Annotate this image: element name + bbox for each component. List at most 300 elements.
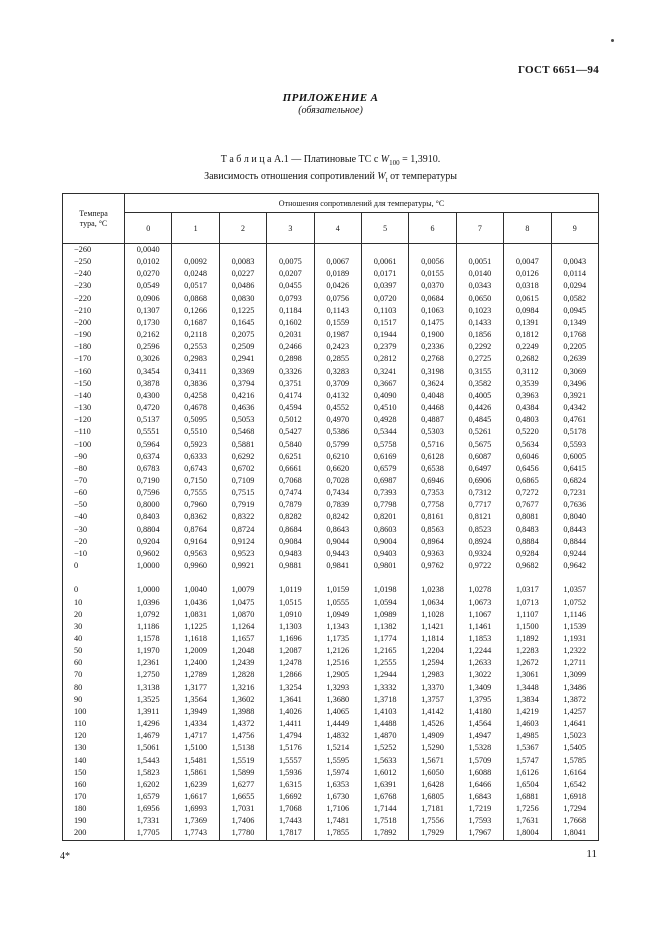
table-row xyxy=(63,268,599,280)
ratio-value-cell: 0,9204 xyxy=(125,536,172,548)
ratio-value-cell: 1,0949 xyxy=(314,609,361,621)
ratio-value-cell: 1,7068 xyxy=(267,803,314,815)
ratio-value-cell: 1,7144 xyxy=(361,803,408,815)
ratio-value-cell: 1,3602 xyxy=(219,694,266,706)
ratio-value-cell: 0,5799 xyxy=(314,439,361,451)
ratio-value-cell: 0,8603 xyxy=(361,524,408,536)
ratio-value-cell: 0,8242 xyxy=(314,511,361,523)
ratio-value-cell: 1,3718 xyxy=(361,694,408,706)
ratio-value-cell: 0,8000 xyxy=(125,499,172,511)
ratio-value-cell: 1,6012 xyxy=(361,767,408,779)
ratio-value-cell: 0,4510 xyxy=(361,402,408,414)
ratio-value-cell: 0,9284 xyxy=(504,548,551,560)
ratio-value-cell xyxy=(314,244,361,257)
ratio-value-cell xyxy=(504,572,551,584)
ratio-value-cell: 1,6881 xyxy=(504,791,551,803)
ratio-value-cell: 1,1186 xyxy=(125,621,172,633)
temperature-cell: −40 xyxy=(63,511,125,523)
ratio-value-cell: 1,5633 xyxy=(361,755,408,767)
ratio-value-cell: 0,0945 xyxy=(551,305,598,317)
ratio-value-cell: 1,6391 xyxy=(361,779,408,791)
ratio-value-cell: 1,3795 xyxy=(456,694,503,706)
ratio-value-cell: 0,0517 xyxy=(172,280,219,292)
ratio-value-cell: 0,2075 xyxy=(219,329,266,341)
temperature-cell: 190 xyxy=(63,815,125,827)
ratio-value-cell xyxy=(551,244,598,257)
ratio-value-cell: 1,4717 xyxy=(172,730,219,742)
ratio-value-cell: 1,5481 xyxy=(172,755,219,767)
table-row xyxy=(63,244,599,257)
ratio-value-cell: 0,2031 xyxy=(267,329,314,341)
ratio-value-cell: 0,9363 xyxy=(409,548,456,560)
ratio-value-cell: 1,6617 xyxy=(172,791,219,803)
temperature-cell: 0 xyxy=(63,560,125,572)
ratio-value-cell: 1,5974 xyxy=(314,767,361,779)
ratio-value-cell: 0,4342 xyxy=(551,402,598,414)
ratio-value-cell: 0,8161 xyxy=(409,511,456,523)
temperature-cell: 170 xyxy=(63,791,125,803)
ratio-value-cell: 0,0075 xyxy=(267,256,314,268)
ratio-value-cell: 1,0792 xyxy=(125,609,172,621)
resistance-ratio-table xyxy=(62,193,599,841)
ratio-value-cell: 1,1303 xyxy=(267,621,314,633)
ratio-value-cell: 1,7967 xyxy=(456,827,503,840)
ratio-value-cell: 0,5427 xyxy=(267,426,314,438)
ratio-value-cell: 1,2866 xyxy=(267,669,314,681)
ratio-value-cell: 0,4887 xyxy=(409,414,456,426)
temperature-cell: 70 xyxy=(63,669,125,681)
ratio-value-cell: 1,7256 xyxy=(504,803,551,815)
ratio-value-cell: 1,7331 xyxy=(125,815,172,827)
ratio-value-cell: 0,9443 xyxy=(314,548,361,560)
temperature-cell: 0 xyxy=(63,584,125,596)
ratio-value-cell: 1,1814 xyxy=(409,633,456,645)
ratio-value-cell: 0,9084 xyxy=(267,536,314,548)
ratio-value-cell: 1,6428 xyxy=(409,779,456,791)
ratio-value-cell: 1,1618 xyxy=(172,633,219,645)
ratio-value-cell: 0,4552 xyxy=(314,402,361,414)
ratio-value-cell: 1,4488 xyxy=(361,718,408,730)
ratio-value-cell: 0,6579 xyxy=(361,463,408,475)
ratio-value-cell xyxy=(361,244,408,257)
ratio-value-cell: 0,7150 xyxy=(172,475,219,487)
ratio-value-cell: 1,4832 xyxy=(314,730,361,742)
ratio-value-cell: 1,6579 xyxy=(125,791,172,803)
ratio-value-cell: 1,0555 xyxy=(314,597,361,609)
ratio-value-cell: 1,0238 xyxy=(409,584,456,596)
ratio-value-cell: 0,6210 xyxy=(314,451,361,463)
ratio-value-cell: 0,3878 xyxy=(125,378,172,390)
ratio-value-cell: 1,0198 xyxy=(361,584,408,596)
table-row xyxy=(63,730,599,742)
ratio-value-cell: 0,6987 xyxy=(361,475,408,487)
ratio-value-cell: 0,9004 xyxy=(361,536,408,548)
temperature-cell: −60 xyxy=(63,487,125,499)
ratio-value-cell: 0,5344 xyxy=(361,426,408,438)
ratio-value-cell xyxy=(409,244,456,257)
ratio-value-cell: 0,3454 xyxy=(125,366,172,378)
ratio-value-cell: 1,3641 xyxy=(267,694,314,706)
ratio-value-cell: 0,5551 xyxy=(125,426,172,438)
table-row xyxy=(63,584,599,596)
ratio-value-cell: 1,3370 xyxy=(409,682,456,694)
ratio-value-cell: 1,7369 xyxy=(172,815,219,827)
table-row xyxy=(63,548,599,560)
ratio-value-cell: 0,4803 xyxy=(504,414,551,426)
ratio-value-cell: 1,7668 xyxy=(551,815,598,827)
table-spacer-row xyxy=(63,572,599,584)
ratio-value-cell: 0,8362 xyxy=(172,511,219,523)
ratio-value-cell: 1,5367 xyxy=(504,742,551,754)
ratio-value-cell xyxy=(267,244,314,257)
ratio-value-cell: 0,7353 xyxy=(409,487,456,499)
ratio-value-cell: 0,2855 xyxy=(314,353,361,365)
ratio-value-cell: 1,3911 xyxy=(125,706,172,718)
page-number: 11 xyxy=(586,848,597,860)
temperature-cell: −110 xyxy=(63,426,125,438)
ratio-value-cell: 1,0357 xyxy=(551,584,598,596)
temperature-cell: −130 xyxy=(63,402,125,414)
ratio-value-cell: 1,6542 xyxy=(551,779,598,791)
temperature-cell: 100 xyxy=(63,706,125,718)
sub-header-2: 2 xyxy=(219,213,266,244)
ratio-value-cell: 1,6202 xyxy=(125,779,172,791)
ratio-value-cell: 1,0396 xyxy=(125,597,172,609)
ratio-value-cell: 0,8282 xyxy=(267,511,314,523)
table-row xyxy=(63,694,599,706)
table-row xyxy=(63,451,599,463)
table-row xyxy=(63,439,599,451)
ratio-value-cell: 0,1730 xyxy=(125,317,172,329)
table-row xyxy=(63,353,599,365)
ratio-value-cell: 0,6374 xyxy=(125,451,172,463)
ratio-value-cell xyxy=(172,572,219,584)
table-row xyxy=(63,366,599,378)
sub-header-4: 4 xyxy=(314,213,361,244)
ratio-value-cell: 0,2596 xyxy=(125,341,172,353)
ratio-value-cell xyxy=(172,244,219,257)
ratio-value-cell: 0,0047 xyxy=(504,256,551,268)
ratio-value-cell: 1,0000 xyxy=(125,584,172,596)
ratio-value-cell: 1,6805 xyxy=(409,791,456,803)
ratio-value-cell: 0,6333 xyxy=(172,451,219,463)
ratio-value-cell: 1,3872 xyxy=(551,694,598,706)
temperature-cell: 180 xyxy=(63,803,125,815)
temperature-cell: −140 xyxy=(63,390,125,402)
ratio-value-cell: 0,6292 xyxy=(219,451,266,463)
temperature-cell: −160 xyxy=(63,366,125,378)
ratio-value-cell: 0,4048 xyxy=(409,390,456,402)
ratio-value-cell: 0,0830 xyxy=(219,293,266,305)
table-row xyxy=(63,791,599,803)
ratio-value-cell: 0,4678 xyxy=(172,402,219,414)
ratio-value-cell: 0,5593 xyxy=(551,439,598,451)
ratio-value-cell: 1,0436 xyxy=(172,597,219,609)
ratio-value-cell: 1,7743 xyxy=(172,827,219,840)
temperature-cell: −80 xyxy=(63,463,125,475)
ratio-value-cell: 1,1774 xyxy=(361,633,408,645)
table-row xyxy=(63,779,599,791)
ratio-value-cell: 0,8724 xyxy=(219,524,266,536)
w-symbol: W xyxy=(377,171,386,182)
table-row xyxy=(63,378,599,390)
ratio-value-cell: 1,4219 xyxy=(504,706,551,718)
ratio-value-cell: 0,3026 xyxy=(125,353,172,365)
ratio-value-cell: 1,2672 xyxy=(504,657,551,669)
ratio-value-cell: 1,1343 xyxy=(314,621,361,633)
ratio-value-cell: 1,0910 xyxy=(267,609,314,621)
ratio-value-cell: 0,4761 xyxy=(551,414,598,426)
ratio-value-cell: 0,1944 xyxy=(361,329,408,341)
table-row xyxy=(63,305,599,317)
ratio-value-cell: 1,2126 xyxy=(314,645,361,657)
appendix-header xyxy=(62,92,599,116)
ratio-value-cell: 1,4756 xyxy=(219,730,266,742)
ratio-value-cell: 1,1657 xyxy=(219,633,266,645)
ratio-value-cell: 0,0868 xyxy=(172,293,219,305)
table-row xyxy=(63,511,599,523)
ratio-value-cell: 1,6239 xyxy=(172,779,219,791)
table-row xyxy=(63,329,599,341)
ratio-value-cell: 1,4564 xyxy=(456,718,503,730)
ratio-value-cell: 0,9044 xyxy=(314,536,361,548)
table-caption-line1: Т а б л и ц а А.1 — Платиновые ТС с $W_{100} = 1,3910$. xyxy=(220,154,441,167)
ratio-value-cell: 1,4985 xyxy=(504,730,551,742)
ratio-value-cell: 0,7596 xyxy=(125,487,172,499)
ratio-value-cell: 1,7556 xyxy=(409,815,456,827)
ratio-value-cell: 0,4845 xyxy=(456,414,503,426)
temperature-cell: 200 xyxy=(63,827,125,840)
ratio-value-cell: 1,2165 xyxy=(361,645,408,657)
ratio-value-cell: 1,2204 xyxy=(409,645,456,657)
ratio-value-cell: 1,5252 xyxy=(361,742,408,754)
ratio-value-cell: 1,3138 xyxy=(125,682,172,694)
ratio-value-cell: 0,9164 xyxy=(172,536,219,548)
temperature-cell: 140 xyxy=(63,755,125,767)
ratio-value-cell: 0,0189 xyxy=(314,268,361,280)
ratio-value-cell: 0,9801 xyxy=(361,560,408,572)
ratio-value-cell xyxy=(125,572,172,584)
ratio-value-cell xyxy=(504,244,551,257)
ratio-value-cell: 0,0984 xyxy=(504,305,551,317)
temperature-cell: −250 xyxy=(63,256,125,268)
ratio-value-cell: 0,4970 xyxy=(314,414,361,426)
ratio-value-cell: 1,1696 xyxy=(267,633,314,645)
temperature-cell xyxy=(63,572,125,584)
table-row xyxy=(63,682,599,694)
temperature-cell: −240 xyxy=(63,268,125,280)
ratio-value-cell: 1,7481 xyxy=(314,815,361,827)
ratio-value-cell: 1,4679 xyxy=(125,730,172,742)
ratio-value-cell: 0,4636 xyxy=(219,402,266,414)
temperature-cell: 110 xyxy=(63,718,125,730)
ratio-value-cell xyxy=(267,572,314,584)
ratio-value-cell: 1,1382 xyxy=(361,621,408,633)
table-body xyxy=(63,244,599,841)
ratio-value-cell: 1,5328 xyxy=(456,742,503,754)
ratio-value-cell: 1,3680 xyxy=(314,694,361,706)
ratio-value-cell: 0,8884 xyxy=(504,536,551,548)
ratio-value-cell: 0,0056 xyxy=(409,256,456,268)
ratio-value-cell: 1,5709 xyxy=(456,755,503,767)
ratio-value-cell: 0,8081 xyxy=(504,511,551,523)
ratio-value-cell: 0,0114 xyxy=(551,268,598,280)
temperature-cell: −170 xyxy=(63,353,125,365)
ratio-value-cell: 1,7855 xyxy=(314,827,361,840)
ratio-value-cell: 0,6661 xyxy=(267,463,314,475)
ratio-value-cell: 0,0684 xyxy=(409,293,456,305)
ratio-value-cell: 0,3709 xyxy=(314,378,361,390)
ratio-value-cell: 1,5747 xyxy=(504,755,551,767)
ratio-value-cell: 0,7474 xyxy=(267,487,314,499)
ratio-value-cell: 1,6315 xyxy=(267,779,314,791)
ratio-value-cell: 0,0615 xyxy=(504,293,551,305)
temperature-cell: −220 xyxy=(63,293,125,305)
ratio-value-cell: 0,1063 xyxy=(409,305,456,317)
ratio-value-cell: 0,5095 xyxy=(172,414,219,426)
ratio-value-cell: 1,0989 xyxy=(361,609,408,621)
table-row xyxy=(63,280,599,292)
ratio-value-cell xyxy=(551,572,598,584)
ratio-value-cell: 0,1391 xyxy=(504,317,551,329)
ratio-value-cell: 0,6824 xyxy=(551,475,598,487)
ratio-value-cell: 1,4641 xyxy=(551,718,598,730)
ratio-value-cell: 0,1645 xyxy=(219,317,266,329)
ratio-value-cell: 0,1559 xyxy=(314,317,361,329)
ratio-value-cell: 1,0475 xyxy=(219,597,266,609)
ratio-value-cell: 1,3216 xyxy=(219,682,266,694)
ratio-value-cell: 0,5468 xyxy=(219,426,266,438)
ratio-value-cell: 1,6466 xyxy=(456,779,503,791)
temperature-cell: −100 xyxy=(63,439,125,451)
temperature-cell: −180 xyxy=(63,341,125,353)
span-header: Отношения сопротивлений для температуры, °С xyxy=(125,194,599,213)
appendix-title: ПРИЛОЖЕНИЕ А xyxy=(282,92,379,104)
ratio-value-cell: 0,7636 xyxy=(551,499,598,511)
ratio-value-cell: 0,0126 xyxy=(504,268,551,280)
ratio-value-cell: 0,9682 xyxy=(504,560,551,572)
ratio-value-cell: 1,0119 xyxy=(267,584,314,596)
ratio-value-cell: 1,7443 xyxy=(267,815,314,827)
temperature-cell: −190 xyxy=(63,329,125,341)
ratio-value-cell: 0,1856 xyxy=(456,329,503,341)
temperature-cell: 120 xyxy=(63,730,125,742)
ratio-value-cell: 0,9960 xyxy=(172,560,219,572)
ratio-value-cell: 0,0248 xyxy=(172,268,219,280)
ratio-value-cell: 0,6865 xyxy=(504,475,551,487)
ratio-value-cell xyxy=(219,572,266,584)
ratio-value-cell: 1,5023 xyxy=(551,730,598,742)
ratio-value-cell: 0,5386 xyxy=(314,426,361,438)
ratio-value-cell: 1,6956 xyxy=(125,803,172,815)
ratio-value-cell: 0,3836 xyxy=(172,378,219,390)
ratio-value-cell: 0,3369 xyxy=(219,366,266,378)
temperature-column-header: Темпера тура, °С xyxy=(63,194,125,244)
ratio-value-cell: 0,1225 xyxy=(219,305,266,317)
ratio-value-cell: 0,4216 xyxy=(219,390,266,402)
ratio-value-cell: 1,3061 xyxy=(504,669,551,681)
ratio-value-cell: 1,4180 xyxy=(456,706,503,718)
ratio-value-cell: 0,7312 xyxy=(456,487,503,499)
ratio-value-cell: 0,9841 xyxy=(314,560,361,572)
ratio-value-cell: 1,1500 xyxy=(504,621,551,633)
ratio-value-cell: 1,6164 xyxy=(551,767,598,779)
ratio-value-cell: 1,5861 xyxy=(172,767,219,779)
ratio-value-cell: 0,6046 xyxy=(504,451,551,463)
ratio-value-cell: 0,9244 xyxy=(551,548,598,560)
ratio-value-cell: 0,7717 xyxy=(456,499,503,511)
table-row xyxy=(63,341,599,353)
ratio-value-cell: 1,5290 xyxy=(409,742,456,754)
temperature-cell: −20 xyxy=(63,536,125,548)
ratio-value-cell: 0,2812 xyxy=(361,353,408,365)
ratio-value-cell: 0,5261 xyxy=(456,426,503,438)
document-reference: ГОСТ 6651—94 xyxy=(517,64,599,76)
ratio-value-cell: 1,2750 xyxy=(125,669,172,681)
ratio-value-cell: 0,1143 xyxy=(314,305,361,317)
ratio-value-cell: 1,2555 xyxy=(361,657,408,669)
ratio-value-cell: 1,3293 xyxy=(314,682,361,694)
ratio-value-cell: 1,7181 xyxy=(409,803,456,815)
ratio-value-cell: 1,4449 xyxy=(314,718,361,730)
ratio-value-cell: 1,6918 xyxy=(551,791,598,803)
ratio-value-cell: 1,5595 xyxy=(314,755,361,767)
ratio-value-cell: 0,3326 xyxy=(267,366,314,378)
ratio-value-cell: 0,3794 xyxy=(219,378,266,390)
sub-header-0: 0 xyxy=(125,213,172,244)
ratio-value-cell xyxy=(219,244,266,257)
ratio-value-cell: 1,0594 xyxy=(361,597,408,609)
ratio-value-cell: 0,1687 xyxy=(172,317,219,329)
table-row xyxy=(63,524,599,536)
ratio-value-cell: 0,5675 xyxy=(456,439,503,451)
ratio-value-cell: 0,1184 xyxy=(267,305,314,317)
ratio-value-cell: 0,5303 xyxy=(409,426,456,438)
ratio-value-cell: 0,1349 xyxy=(551,317,598,329)
ratio-value-cell: 0,8403 xyxy=(125,511,172,523)
sub-header-6: 6 xyxy=(409,213,456,244)
ratio-value-cell: 1,7219 xyxy=(456,803,503,815)
ratio-value-cell: 0,2162 xyxy=(125,329,172,341)
ratio-value-cell: 1,2439 xyxy=(219,657,266,669)
w-symbol: W xyxy=(380,154,390,165)
temperature-cell: −70 xyxy=(63,475,125,487)
temperature-cell: −200 xyxy=(63,317,125,329)
ratio-value-cell: 0,2983 xyxy=(172,353,219,365)
ratio-value-cell: 0,5881 xyxy=(219,439,266,451)
table-row xyxy=(63,621,599,633)
scan-speck xyxy=(611,39,614,42)
ratio-value-cell: 1,3409 xyxy=(456,682,503,694)
ratio-value-cell: 0,2682 xyxy=(504,353,551,365)
ratio-value-cell: 0,7028 xyxy=(314,475,361,487)
ratio-value-cell: 1,5519 xyxy=(219,755,266,767)
ratio-value-cell: 0,0155 xyxy=(409,268,456,280)
ratio-value-cell: 0,1602 xyxy=(267,317,314,329)
ratio-value-cell: 1,5176 xyxy=(267,742,314,754)
ratio-value-cell: 1,7294 xyxy=(551,803,598,815)
ratio-value-cell: 0,8483 xyxy=(504,524,551,536)
table-row xyxy=(63,706,599,718)
ratio-value-cell: 0,7434 xyxy=(314,487,361,499)
ratio-value-cell: 0,7109 xyxy=(219,475,266,487)
temperature-cell: −30 xyxy=(63,524,125,536)
ratio-value-cell: 0,1266 xyxy=(172,305,219,317)
ratio-value-cell: 0,7839 xyxy=(314,499,361,511)
ratio-value-cell: 1,3486 xyxy=(551,682,598,694)
ratio-value-cell: 0,7068 xyxy=(267,475,314,487)
ratio-value-cell: 1,6692 xyxy=(267,791,314,803)
